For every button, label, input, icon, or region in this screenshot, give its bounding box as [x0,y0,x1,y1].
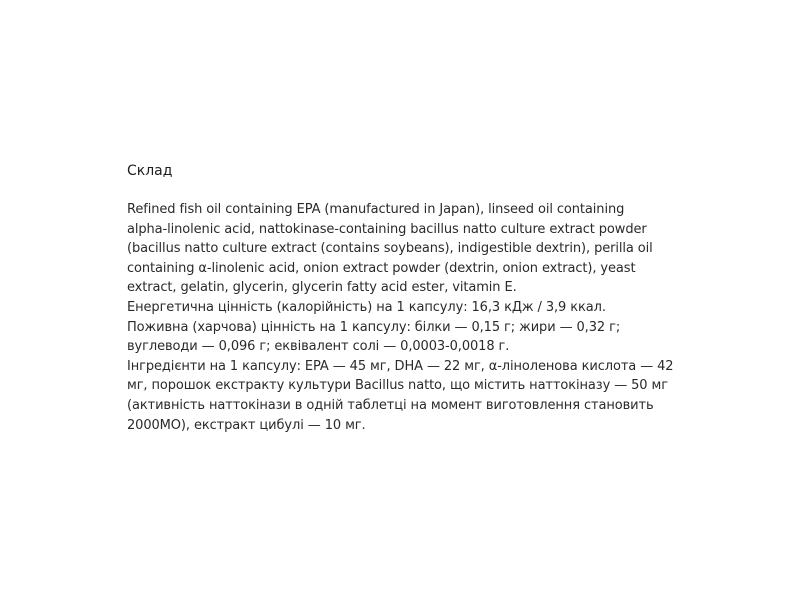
body-line: Енергетична цінність (калорійність) на 1 капсулу: 16,3 кДж / 3,9 ккал. [127,299,606,315]
body-line: Інгредієнти на 1 капсулу: EPA — 45 мг, DHA — 22 мг, α-ліноленова кислота — 42 [127,358,674,374]
body-line: вуглеводи — 0,096 г; еквівалент солі — 0,0003-0,0018 г. [127,339,510,355]
body-line: Поживна (харчова) цінність на 1 капсулу: білки — 0,15 г; жири — 0,32 г; [127,319,621,335]
body-line: (bacillus natto culture extract (contains soybeans), indigestible dextrin), perilla oil [127,241,653,257]
body-line: alpha-linolenic acid, nattokinase-containing bacillus natto culture extract powder [127,221,647,237]
body-line: containing α-linolenic acid, onion extract powder (dextrin, onion extract), yeast [127,260,636,276]
body-line: (активність наттокінази в одній таблетці на момент виготовлення становить [127,397,654,413]
composition-section [127,160,677,435]
body-line: extract, gelatin, glycerin, glycerin fatty acid ester, vitamin E. [127,280,517,296]
section-body [127,200,677,435]
body-line: Refined fish oil containing EPA (manufactured in Japan), linseed oil containing [127,202,625,217]
section-title: Склад [127,163,173,179]
body-line: 2000МО), екстракт цибулі — 10 мг. [127,417,366,433]
body-line: мг, порошок екстракту культури Bacillus natto, що містить наттокіназу — 50 мг [127,378,668,394]
